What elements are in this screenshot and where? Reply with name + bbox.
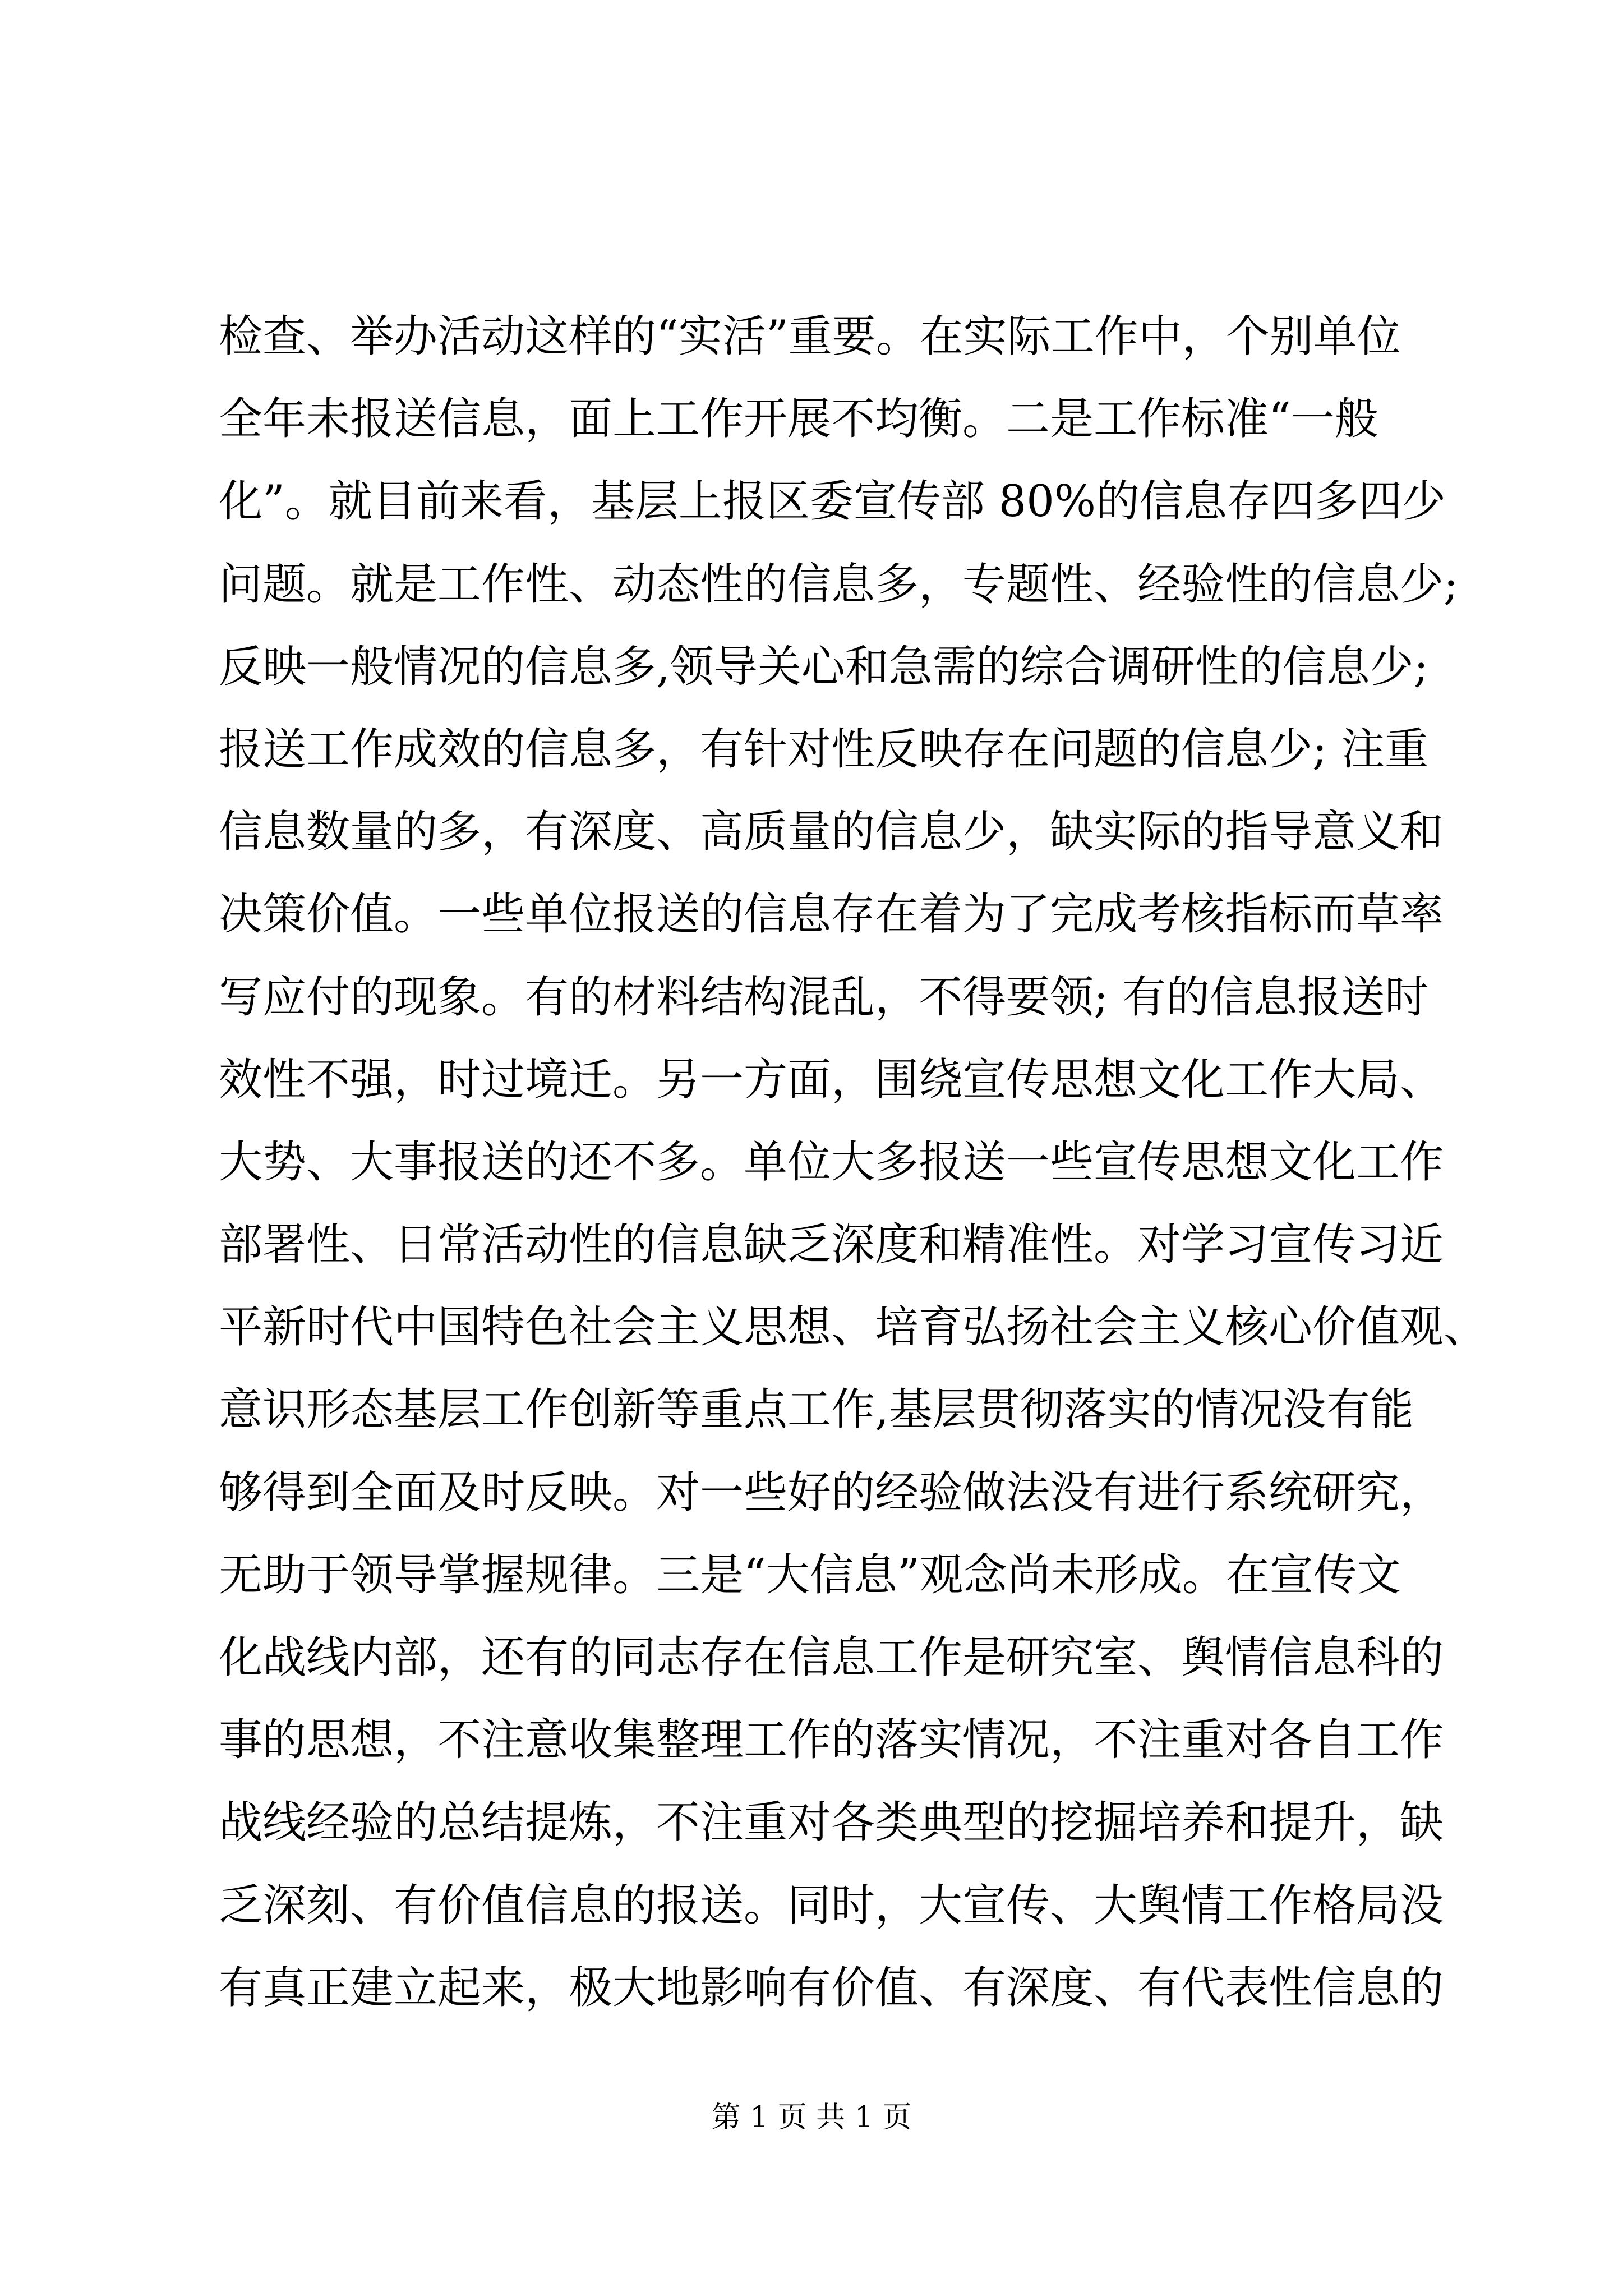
- text-line: 检查、举办活动这样的“实活”重要。在实际工作中，个别单位: [219, 311, 1401, 362]
- text-line: 全年未报送信息，面上工作开展不均衡。二是工作标准“一般: [219, 394, 1378, 445]
- text-line: 战线经验的总结提炼，不注重对各类典型的挖掘培养和提升，缺: [219, 1797, 1444, 1848]
- text-line: 效性不强，时过境迁。另一方面，围绕宣传思想文化工作大局、: [219, 1054, 1444, 1105]
- text-line: 决策价值。一些单位报送的信息存在着为了完成考核指标而草率: [219, 889, 1444, 940]
- text-line: 反映一般情况的信息多,领导关心和急需的综合调研性的信息少;: [219, 641, 1429, 692]
- text-line: 写应付的现象。有的材料结构混乱，不得要领; 有的信息报送时: [219, 972, 1429, 1023]
- text-line: 平新时代中国特色社会主义思想、培育弘扬社会主义核心价值观、: [219, 1302, 1488, 1353]
- text-line: 有真正建立起来，极大地影响有价值、有深度、有代表性信息的: [219, 1962, 1444, 2013]
- text-line: 部署性、日常活动性的信息缺乏深度和精准性。对学习宣传习近: [219, 1220, 1444, 1271]
- text-line: 意识形态基层工作创新等重点工作,基层贯彻落实的情况没有能: [219, 1384, 1414, 1435]
- text-line: 问题。就是工作性、动态性的信息多，专题性、经验性的信息少;: [219, 559, 1459, 610]
- text-line: 信息数量的多，有深度、高质量的信息少，缺实际的指导意义和: [219, 807, 1444, 858]
- text-line: 化战线内部，还有的同志存在信息工作是研究室、舆情信息科的: [219, 1632, 1444, 1683]
- text-line: 事的思想，不注意收集整理工作的落实情况，不注重对各自工作: [219, 1715, 1444, 1766]
- page-footer: [0, 2098, 1623, 2137]
- page-number: 第 1 页 共 1 页: [711, 2101, 912, 2134]
- text-line: 大势、大事报送的还不多。单位大多报送一些宣传思想文化工作: [219, 1137, 1444, 1188]
- text-line: 无助于领导掌握规律。三是“大信息”观念尚未形成。在宣传文: [219, 1549, 1401, 1600]
- text-line: 乏深刻、有价值信息的报送。同时，大宣传、大舆情工作格局没: [219, 1880, 1444, 1931]
- body-paragraph: [219, 303, 1488, 2037]
- text-line: 够得到全面及时反映。对一些好的经验做法没有进行系统研究，: [219, 1467, 1444, 1518]
- text-line: 化”。就目前来看，基层上报区委宣传部 80%的信息存四多四少: [219, 476, 1446, 527]
- text-line: 报送工作成效的信息多，有针对性反映存在问题的信息少; 注重: [219, 724, 1429, 775]
